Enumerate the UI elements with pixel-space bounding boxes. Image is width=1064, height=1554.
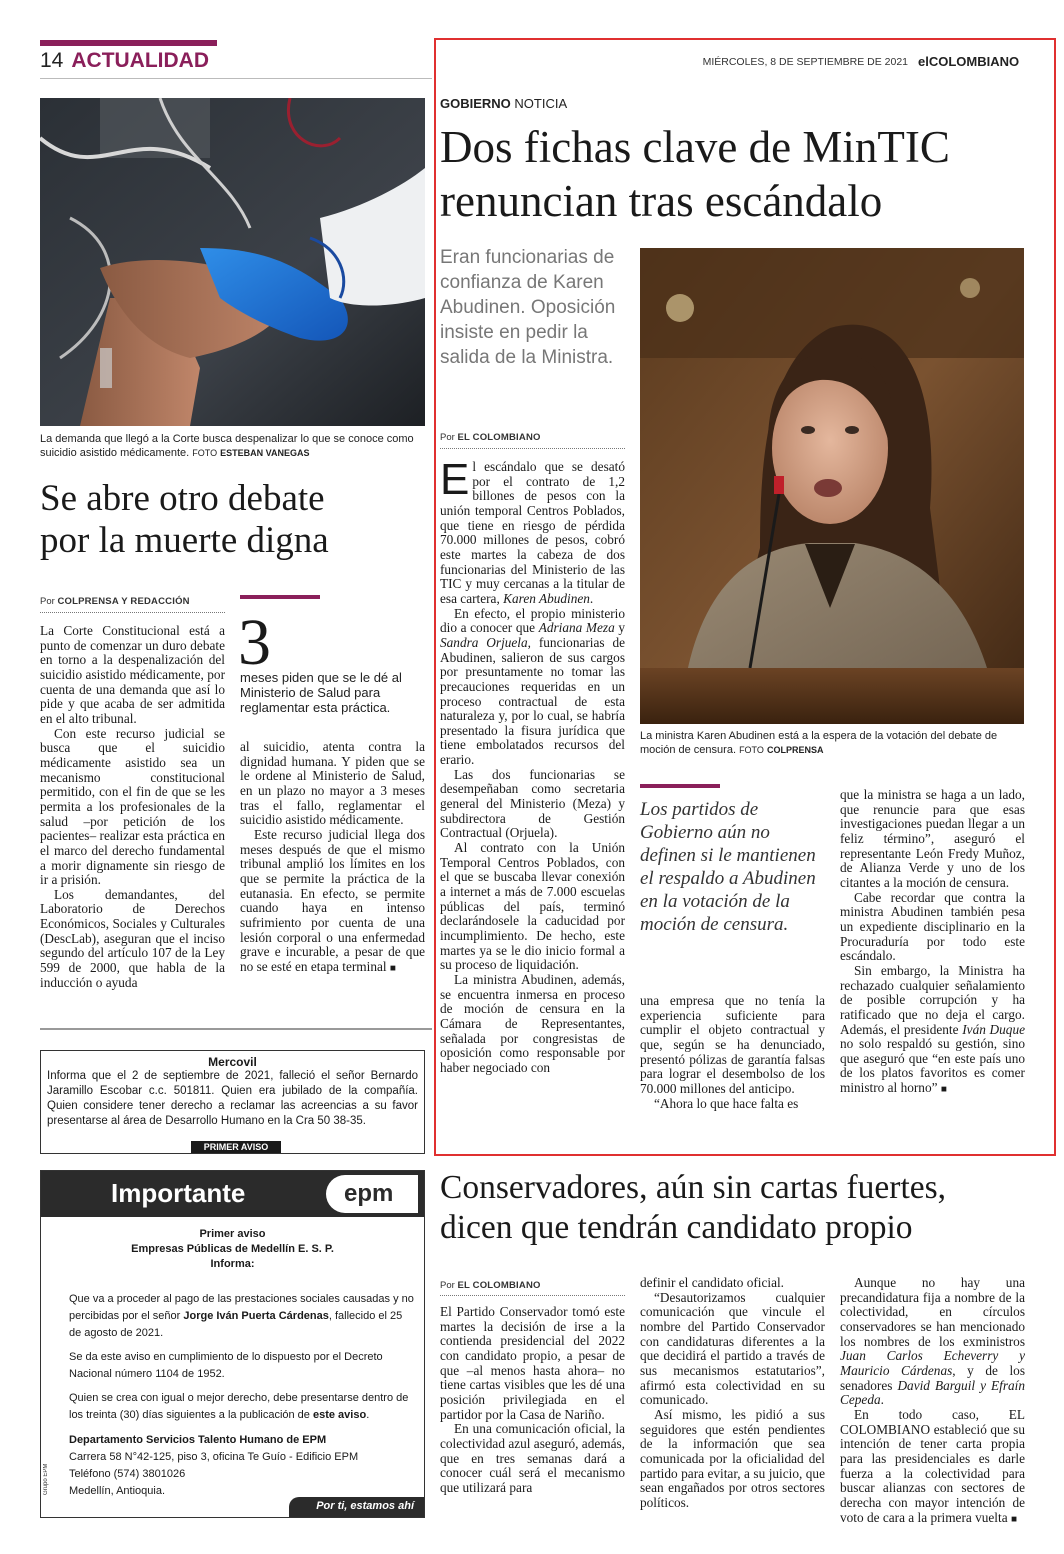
epm-logo-box bbox=[326, 1175, 418, 1213]
main-headline-line1: Dos fichas clave de MinTIC bbox=[440, 122, 950, 172]
bottom-end-mark: ■ bbox=[1010, 1513, 1017, 1525]
fact-number: 3 bbox=[238, 606, 271, 679]
main-last-b: no solo respaldó su gestión, sino que aseguró que “en este país uno de los platos favoritos es comer ministro al horno” bbox=[840, 1036, 1025, 1096]
epm-heading bbox=[41, 1227, 424, 1272]
left-byline-rule bbox=[40, 612, 225, 613]
main-last-name: Iván Duque bbox=[962, 1021, 1026, 1037]
bottom-col2-p2: “Desautorizamos cualquier comunicación que vincule el nombre del Partido Conservador con candidaturas diferentes a la que decidirá el partido a través de sus mecanismos estatutarios”, afirmó esta colectividad en su comunicado. bbox=[640, 1289, 825, 1408]
bottom-col2-p1: definir el candidato oficial. bbox=[640, 1275, 784, 1290]
main-byline-prefix: Por bbox=[440, 432, 455, 443]
epm-heading-3: Informa: bbox=[210, 1258, 255, 1270]
epm-p1-name: Jorge Iván Puerta Cárdenas bbox=[183, 1310, 329, 1322]
main-last-a: Sin embargo, la Ministra ha rechazado cualquier señalamiento de posible corrupción y ha ratificado que no deja el cargo. Además, el presidente bbox=[840, 962, 1025, 1037]
main-p1-text: l escándalo que se desató por el contrato de 1,2 billones de pesos con la unión temporal Centros Poblados, que tiene en riesgo de pérdida 70.000 millones de pesos, cobró este martes la cabeza de dos funcionarias del Ministerio de las TIC y muy cercanas a la titular de esa cartera, bbox=[440, 459, 625, 606]
bottom-col3-p1-a: Aunque no hay una precandidatura fija a nombre de la colectividad, en círculos conservadores se han mencionado los nombres de los exministros bbox=[840, 1275, 1025, 1349]
left-headline-line1: Se abre otro debate bbox=[40, 478, 325, 519]
notice-body: Informa que el 2 de septiembre de 2021, falleció el señor Bernardo Jaramillo Escobar c.c. 501811. Quien era jubilado de la compañía. Quien considere tener derecho a reclamar las acreencias a su favor presentarse al área de Desarrollo Humano en la Cra 50 38-35. bbox=[47, 1070, 418, 1127]
left-photo-caption-text: La demanda que llegó a la Corte busca despenalizar lo que se conoce como suicidio asistido médicamente. bbox=[40, 433, 414, 459]
bottom-col1-p1: El Partido Conservador tomó este martes la decisión de irse a la contienda presidencial del 2022 con candidato propio, a pesar de que –al menos hasta ahora– no tiene cartas visibles que les dé una posición privilegiada en el partidor por la Casa de Nariño. bbox=[440, 1304, 625, 1422]
left-col1-p3: Los demandantes, del Laboratorio de Derechos Económicos, Sociales y Culturales (DescLab), aseguran que el inciso segundo del artículo 107 de la Ley 599 de 2000, que habla de la inducción o ayuda bbox=[40, 886, 225, 990]
epm-dept: Departamento Servicios Talento Humano de EPM bbox=[69, 1434, 327, 1446]
main-col2-p1: una empresa que no tenía la experiencia suficiente para cumplir el objeto contractual y que, según se ha denunciado, presentó pólizas de garantía falsas para lograr el desembolso de los 70.000 millones del anticipo. bbox=[640, 993, 825, 1096]
bottom-headline-line2: dicen que tendrán candidato propio bbox=[440, 1209, 913, 1246]
main-p2-name2: Sandra Orjuela bbox=[440, 634, 528, 650]
obituary-notice bbox=[40, 1050, 425, 1154]
left-end-mark: ■ bbox=[389, 962, 396, 974]
epm-phone: Teléfono (574) 3801026 bbox=[69, 1468, 186, 1480]
main-p1: El escándalo que se desató por el contrato de 1,2 billones de pesos con la unión temporal Centros Poblados, que tiene en riesgo de pérdida 70.000 millones de pesos, cobró este martes la cabeza de dos funcionarias del Ministerio de las TIC y muy cercanas a la titular de esa cartera, Karen Abudinen. bbox=[440, 455, 625, 606]
main-summary: Eran funcionarias de confianza de Karen Abudinen. Oposición insiste en pedir la salida de la Ministra. bbox=[440, 247, 616, 368]
epm-p1 bbox=[69, 1291, 415, 1342]
main-end-mark: ■ bbox=[940, 1084, 947, 1096]
epm-city: Medellín, Antioquia. bbox=[69, 1485, 166, 1497]
main-col3-p2: Cabe recordar que contra la ministra Abudinen también pesa un expediente disciplinario en la Procuraduría por todo este escándalo. bbox=[840, 889, 1025, 964]
main-p1-name: Karen Abudinen bbox=[503, 590, 590, 606]
left-col1-p2: Con este recurso judicial se busca que el suicidio médicamente asistido sea un mecanismo constitucional permitido, con el fin de que se les permita a los profesionales de la salud –por petición de los pacientes– realizar esta práctica en el marco del derecho fundamental a morir dignamente sin riesgo de ir a prisión. bbox=[40, 725, 225, 888]
section-accent-bar bbox=[40, 40, 217, 46]
main-p2-a: En efecto, el propio ministerio dio a conocer que bbox=[440, 605, 625, 636]
main-col3-p3 bbox=[840, 964, 1025, 1098]
bottom-byline bbox=[440, 1280, 625, 1291]
bottom-col1 bbox=[440, 1305, 625, 1523]
notice-tag: PRIMER AVISO bbox=[191, 1141, 281, 1153]
left-photo-credit-label: FOTO bbox=[192, 448, 218, 458]
bottom-col3-p2 bbox=[840, 1408, 1025, 1527]
bottom-col3-p1-b: , y de los senadores bbox=[840, 1362, 1026, 1393]
main-p2-y: y bbox=[618, 620, 626, 636]
epm-slogan: Por ti, estamos ahí bbox=[316, 1500, 414, 1512]
epm-slogan-box bbox=[289, 1497, 424, 1517]
bottom-col3-p1: Aunque no hay una precandidatura fija a nombre de la colectividad, en círculos conservadores se han mencionado los nombres de los exministros Juan Carlos Echeverry y Mauricio Cárdenas, y de los senadores David Barguil y Efraín Cepeda. bbox=[840, 1275, 1026, 1408]
main-p2-b: , funcionarias de Abudinen, salieron de sus cargos por presuntamente no tomar las precauciones requeridas en un proceso contractual de esta naturaleza y, por lo cual, se habría presentado la fisura jurídica que tiene embolatados recursos del erario. bbox=[440, 634, 625, 768]
main-kicker-type: NOTICIA bbox=[514, 96, 568, 111]
bottom-col2 bbox=[640, 1276, 825, 1524]
bottom-col3 bbox=[840, 1276, 1025, 1524]
main-col1 bbox=[440, 455, 626, 1140]
main-col2 bbox=[640, 994, 825, 1134]
main-kicker-bold: GOBIERNO bbox=[440, 96, 511, 111]
minister-caption-text: La ministra Karen Abudinen está a la espera de la votación del debate de moción de censura. bbox=[640, 730, 998, 756]
main-headline bbox=[440, 120, 1052, 228]
epm-ad bbox=[40, 1170, 425, 1518]
main-col3-p1: que la ministra se haga a un lado, que renuncie para que esas investigaciones puedan llegar a un feliz término”, aseguró el representante León Fredy Muñoz, de Alianza Verde y uno de los citantes a la moción de censura. bbox=[840, 787, 1025, 890]
epm-p1-b: , fallecido el 25 de agosto de 2021. bbox=[69, 1310, 403, 1339]
epm-banner-title: Importante bbox=[111, 1178, 246, 1208]
left-bottom-rule bbox=[40, 1028, 432, 1030]
epm-body bbox=[69, 1291, 415, 1500]
bottom-col3-p2-text: En todo caso, EL COLOMBIANO estableció que su intención de tener carta propia para las presidenciales es darle fuerza a la colectividad para buscar alianzas con sectores de derecha con mayor intención de voto de cara a la primera vuelta bbox=[840, 1406, 1025, 1525]
epm-p3-b: este aviso bbox=[312, 1409, 367, 1421]
minister-photo bbox=[640, 248, 1024, 724]
left-col2-p1: al suicidio, atenta contra la dignidad humana. Y piden que se le ordene al Ministerio de Salud, en un plazo no mayor a 3 meses tras el fallo, reglamentar el suicidio asistido médicamente. bbox=[240, 739, 425, 828]
main-dropcap: E bbox=[440, 455, 470, 504]
section-name: ACTUALIDAD bbox=[71, 49, 210, 72]
left-col2-p2 bbox=[240, 828, 425, 977]
notice-title: Mercovil bbox=[208, 1055, 257, 1069]
left-photo-caption bbox=[40, 432, 425, 460]
page-date: MIÉRCOLES, 8 DE SEPTIEMBRE DE 2021 bbox=[702, 56, 908, 68]
left-col1-p1: La Corte Constitucional está a punto de comenzar un duro debate en torno a la despenalización del suicidio asistido médicamente, por cuenta de una demanda que así lo pide y que acaba de ser admitida en el alto tribunal. bbox=[40, 623, 225, 726]
epm-heading-2: Empresas Públicas de Medellín E. S. P. bbox=[131, 1243, 334, 1255]
main-byline-name: EL COLOMBIANO bbox=[457, 432, 541, 443]
logo-prefix: el bbox=[918, 54, 929, 69]
minister-credit-label: FOTO bbox=[739, 745, 764, 755]
minister-photo-illustration bbox=[640, 248, 1024, 724]
epm-p1-a: Que va a proceder al pago de las prestaciones sociales causadas y no percibidas por el señor bbox=[69, 1293, 414, 1322]
main-p4: Al contrato con la Unión Temporal Centros Poblados, con el que se buscaba llevar conexión a internet a más de 7.000 escuelas públicas del país, terminó declarándosele la caducidad por incumplimiento. De hecho, este martes ya se le dio inicio formal a su proceso de liquidación. bbox=[440, 840, 625, 973]
header-rule-left bbox=[40, 78, 432, 79]
glove-photo-illustration bbox=[40, 98, 425, 426]
left-headline-line2: por la muerte digna bbox=[40, 520, 329, 561]
epm-p3: Quien se crea con igual o mejor derecho, debe presentarse dentro de los treinta (30) días siguientes a la publicación de este aviso. bbox=[69, 1392, 409, 1421]
bottom-headline-line1: Conservadores, aún sin cartas fuertes, bbox=[440, 1169, 947, 1206]
minister-photo-caption bbox=[640, 729, 1024, 757]
bottom-col3-names2: David Barguil y Efraín Cepeda bbox=[840, 1377, 1025, 1408]
main-byline bbox=[440, 432, 625, 443]
epm-banner bbox=[41, 1171, 424, 1217]
page-number: 14 bbox=[40, 49, 64, 72]
main-col3 bbox=[840, 788, 1025, 1134]
bottom-byline-prefix: Por bbox=[440, 1280, 455, 1291]
epm-heading-1: Primer aviso bbox=[199, 1228, 266, 1240]
left-headline bbox=[40, 478, 432, 562]
bottom-headline bbox=[440, 1168, 1052, 1248]
pullquote-accent-bar bbox=[640, 784, 720, 788]
bottom-col3-names1: Juan Carlos Echeverry y Mauricio Cárdenas bbox=[840, 1348, 1025, 1378]
bottom-col2-p3: Así mismo, les pidió a sus seguidores que estén pendientes de la información que sea comunicada por la oficialidad del partido para evitar, a su juicio, que sean engañados por otros sectores políticos. bbox=[640, 1406, 825, 1510]
left-photo-credit: ESTEBAN VANEGAS bbox=[220, 448, 310, 458]
bottom-byline-name: EL COLOMBIANO bbox=[457, 1280, 541, 1291]
main-byline-rule bbox=[440, 448, 625, 449]
fact-accent-bar bbox=[240, 595, 320, 599]
left-byline-name: COLPRENSA Y REDACCIÓN bbox=[57, 596, 190, 607]
page-header-left bbox=[40, 49, 430, 75]
glove-photo bbox=[40, 98, 425, 426]
fact-text: meses piden que se le dé al Ministerio de Salud para reglamentar esta práctica. bbox=[240, 670, 402, 715]
logo-name: COLOMBIANO bbox=[928, 54, 1020, 69]
bottom-col1-p2: En una comunicación oficial, la colectividad azul aseguró, además, que en tres semanas dará a conocer cuál será el mecanismo que utilizará para bbox=[440, 1421, 625, 1495]
left-col1 bbox=[40, 624, 225, 1024]
left-byline bbox=[40, 596, 225, 607]
main-p3: Las dos funcionarias se desempeñaban como secretaria general del Ministerio (Meza) y subdirectora de Gestión Contractual (Orjuela). bbox=[440, 766, 625, 841]
epm-p2: Se da este aviso en cumplimiento de lo dispuesto por el Decreto Nacional número 1104 de 1952. bbox=[69, 1351, 383, 1380]
epm-side-label: Grupo EPM bbox=[43, 1463, 49, 1495]
left-byline-prefix: Por bbox=[40, 596, 55, 607]
main-p2 bbox=[440, 607, 625, 768]
epm-address: Carrera 58 N°42-125, piso 3, oficina Te Guío - Edificio EPM bbox=[69, 1451, 359, 1463]
epm-p3-a: Quien se crea con igual o mejor derecho, debe presentarse dentro de los treinta (30) días siguientes a la publicación de bbox=[69, 1392, 409, 1421]
bottom-byline-rule bbox=[440, 1295, 625, 1296]
left-col2-p2-text: Este recurso judicial llega dos meses después de que el mismo tribunal amplió los límites en los que se permite la práctica de la eutanasia. En efecto, se permite cuando haya en intenso sufrimiento por cuenta de una lesión corporal o una enfermedad grave e incurable, a pesar de que no se esté en etapa terminal bbox=[240, 826, 425, 974]
epm-logo: epm bbox=[344, 1180, 394, 1207]
main-pullquote: Los partidos de Gobierno aún no definen si le mantienen el respaldo a Abudinen en la votación de la moción de censura. bbox=[640, 799, 816, 935]
main-p5: La ministra Abudinen, además, se encuentra inmersa en proceso de moción de censura en la Cámara de Representantes, señalada por congresistas de oposición como responsable por haber negociado con bbox=[440, 971, 625, 1075]
main-col2-p2: “Ahora lo que hace falta es bbox=[654, 1095, 799, 1111]
main-p2-name1: Adriana Meza bbox=[538, 620, 615, 636]
main-kicker bbox=[440, 96, 567, 111]
main-headline-line2: renuncian tras escándalo bbox=[440, 176, 883, 226]
left-col2 bbox=[240, 740, 425, 1025]
minister-credit: COLPRENSA bbox=[766, 745, 824, 755]
